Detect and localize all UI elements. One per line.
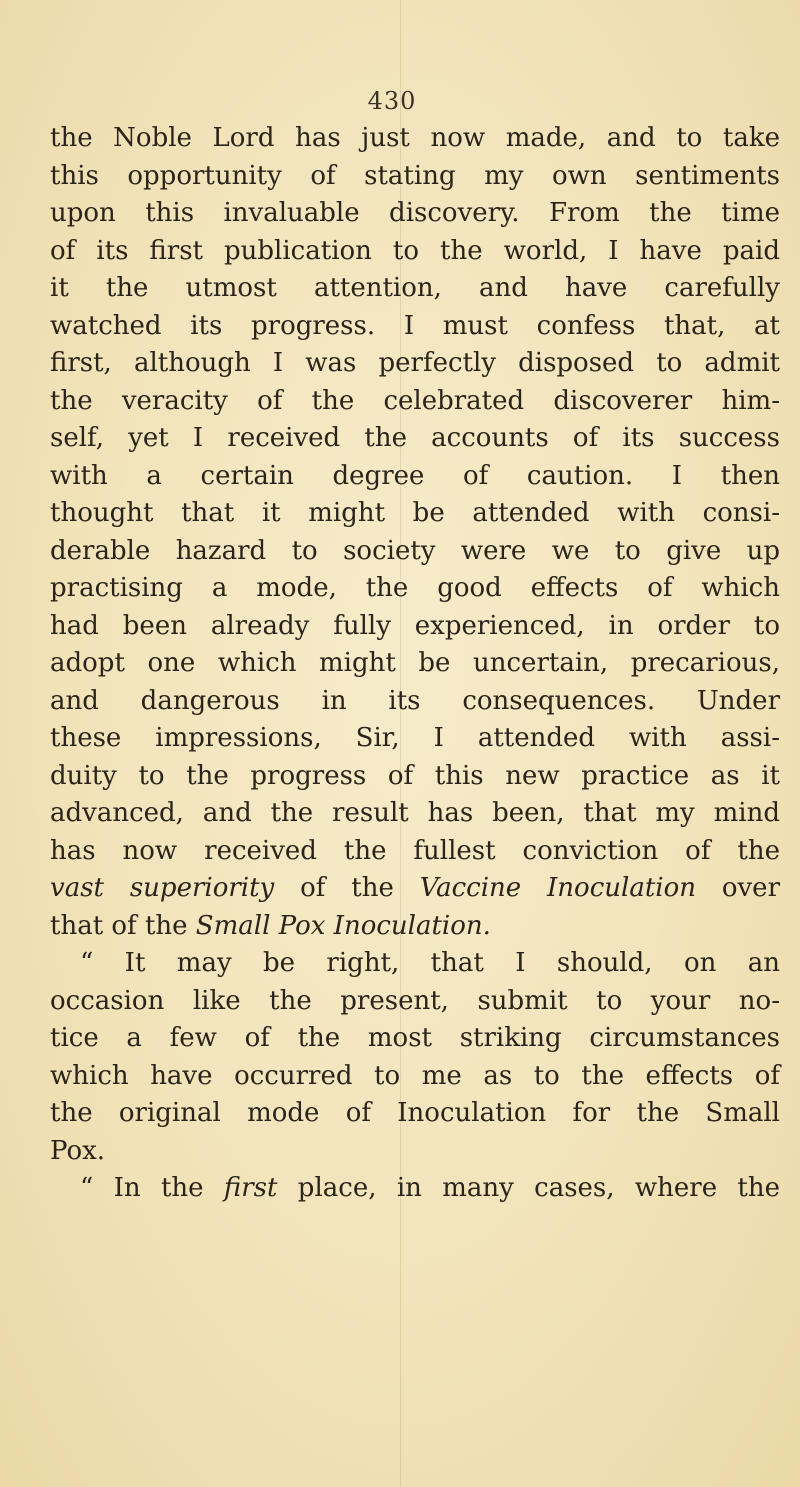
body-text [50,120,780,1208]
text-line: these impressions, Sir, I attended with assi- [50,723,780,753]
text-line: had been already fully experienced, in order to [50,610,780,641]
text-line: which have occurred to me as to the effects of [50,1060,780,1091]
text-line [50,1170,780,1208]
text-line: advanced, and the result has been, that my mind [50,798,780,828]
text-line: and dangerous in its consequences. Under [50,685,780,716]
italic-phrase: first [223,1173,278,1203]
text-line: thought that it might be attended with consi- [50,498,780,528]
text-line: has now received the fullest conviction of the [50,835,780,866]
text-line [50,908,780,946]
text-line: tice a few of the most striking circumstances [50,1023,780,1053]
text-line: it the utmost attention, and have carefully [50,273,780,303]
text-line: upon this invaluable discovery. From the time [50,198,780,228]
text-line [50,870,780,908]
italic-phrase: vast superiority [50,873,275,903]
text-line: the original mode of Inoculation for the Small [50,1098,780,1128]
italic-phrase: Small Pox Inoculation. [195,910,491,941]
text-line: duity to the progress of this new practice as it [50,760,780,791]
text-line: “ It may be right, that I should, on an [80,948,780,978]
text-line: occasion like the present, submit to your no- [50,985,780,1016]
text-line: watched its progress. I must confess that, at [50,310,780,341]
text-line: Pox. [50,1135,106,1166]
text-line: self, yet I received the accounts of its success [50,423,780,453]
text-fragment: “ In the [80,1173,224,1203]
text-line: of its first publication to the world, I have paid [50,235,780,266]
text-line: adopt one which might be uncertain, precarious, [50,648,780,678]
text-fragment: that of the [50,910,196,941]
text-line: with a certain degree of caution. I then [50,460,780,491]
text-fragment: place, in many cases, where the [277,1173,780,1203]
text-fragment: over [695,873,781,903]
page-number: 430 [367,87,417,115]
text-line: this opportunity of stating my own sentiments [50,160,780,191]
text-line: the veracity of the celebrated discoverer him- [50,385,780,416]
text-line: derable hazard to society were we to give up [50,535,780,566]
text-line: first, although I was perfectly disposed to admit [50,348,780,378]
text-line: the Noble Lord has just now made, and to take [50,123,780,153]
text-line: practising a mode, the good effects of which [50,573,780,603]
text-fragment: of the [274,873,420,903]
italic-phrase: Vaccine Inoculation [419,873,696,903]
